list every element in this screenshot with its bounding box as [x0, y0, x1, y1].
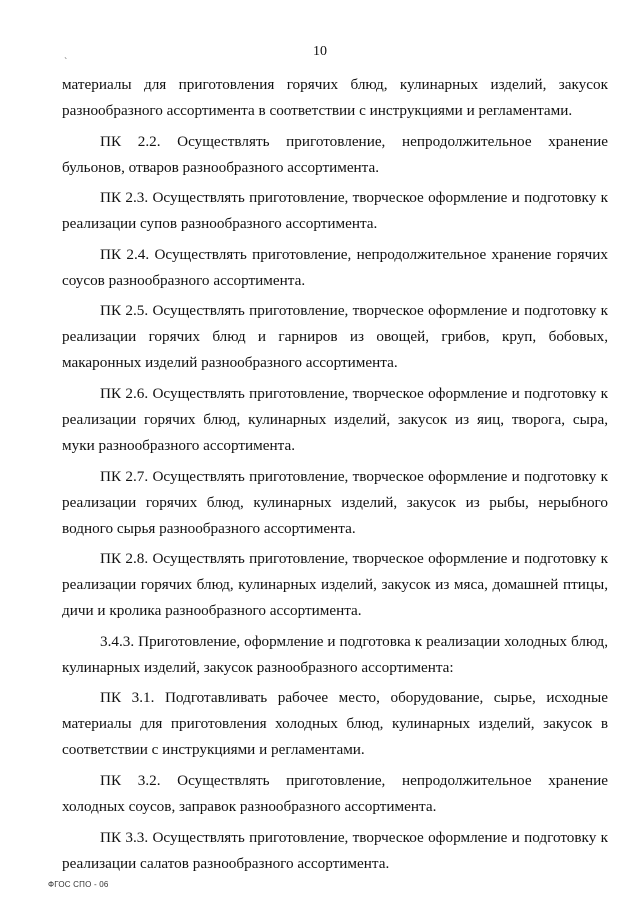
paragraph: ПК 2.2. Осуществлять приготовление, непродолжительное хранение бульонов, отваров разнообразного ассортимента.	[62, 132, 608, 176]
paragraph: ПК 3.1. Подготавливать рабочее место, оборудование, сырье, исходные материалы для приготовления холодных блюд, кулинарных изделий, закусок в соответствии с инструкциями и регламентами.	[62, 689, 608, 759]
paragraph: ПК 2.4. Осуществлять приготовление, непродолжительное хранение горячих соусов разнообразного ассортимента.	[62, 245, 608, 289]
scan-mark: ˋ	[64, 57, 68, 68]
paragraph: материалы для приготовления горячих блюд, кулинарных изделий, закусок разнообразного ассортимента в соответствии с инструкциями и регламентами.	[62, 76, 608, 119]
paragraph: ПК 3.3. Осуществлять приготовление, творческое оформление и подготовку к реализации салатов разнообразного ассортимента.	[62, 828, 608, 872]
paragraph: ПК 2.8. Осуществлять приготовление, творческое оформление и подготовку к реализации горячих блюд, кулинарных изделий, закусок из мяса, домашней птицы, дичи и кролика разнообразного ассортимента.	[62, 550, 608, 620]
paragraph: ПК 2.6. Осуществлять приготовление, творческое оформление и подготовку к реализации горячих блюд, кулинарных изделий, закусок из яиц, творога, сыра, муки разнообразного ассортимента.	[62, 384, 608, 454]
paragraph: ПК 3.2. Осуществлять приготовление, непродолжительное хранение холодных соусов, заправок разнообразного ассортимента.	[62, 771, 608, 815]
paragraph: ПК 2.3. Осуществлять приготовление, творческое оформление и подготовку к реализации супов разнообразного ассортимента.	[62, 189, 608, 233]
footer-label: ФГОС СПО - 06	[48, 880, 109, 889]
paragraph: ПК 2.7. Осуществлять приготовление, творческое оформление и подготовку к реализации горячих блюд, кулинарных изделий, закусок из рыбы, нерыбного водного сырья разнообразного ассортимента.	[62, 467, 608, 537]
document-body	[62, 72, 608, 881]
paragraph: ПК 2.5. Осуществлять приготовление, творческое оформление и подготовку к реализации горячих блюд и гарниров из овощей, грибов, круп, бобовых, макаронных изделий разнообразного ассортимента.	[62, 302, 608, 372]
section-heading: 3.4.3. Приготовление, оформление и подготовка к реализации холодных блюд, кулинарных изделий, закусок разнообразного ассортимента:	[62, 632, 608, 676]
page-number: 10	[313, 44, 327, 59]
